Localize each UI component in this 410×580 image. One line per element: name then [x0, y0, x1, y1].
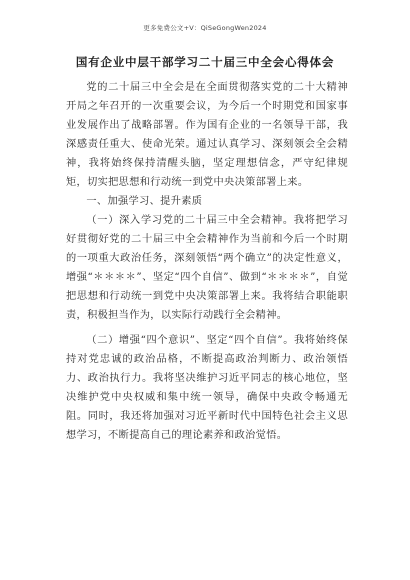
- body-paragraph: （一）深入学习党的二十届三中全会精神。我将把学习好贯彻好党的二十届三中全会精神作为当前和今后一个时期的一项重大政治任务，深刻领悟“两个确立”的决定性意义，增强“＊＊＊＊”、坚定“四个自信”、做到“＊＊＊＊”，自觉把思想和行动统一到党中央决策部署上来。我将结合职能职责，积极担当作为，以实际行动践行全会精神。: [66, 215, 348, 321]
- section-heading: 一、加强学习、提升素质: [86, 196, 203, 207]
- document-title: 国有企业中层干部学习二十届三中全会心得体会: [75, 55, 335, 69]
- header-note: 更多免费公文+V：QiSeGongWen2024: [143, 24, 267, 32]
- document-body: [66, 78, 348, 445]
- intro-paragraph: 党的二十届三中全会是在全面贯彻落实党的二十大精神开局之年召开的一次重要会议，为今后一个时期党和国家事业发展作出了战略部署。作为国有企业的一名领导干部，我深感责任重大、使命光荣。通过认真学习、深刻领会全会精神，我将始终保持清醒头脑，坚定理想信念，严守纪律规矩，切实把思想和行动统一到党中央决策部署上来。: [66, 82, 348, 188]
- body-paragraph: （二）增强“四个意识”、坚定“四个自信”。我将始终保持对党忠诚的政治品格，不断提高政治判断力、政治领悟力、政治执行力。我将坚决维护习近平同志的核心地位，坚决维护党中央权威和集中统一领导，确保中央政令畅通无阻。同时，我还将加强对习近平新时代中国特色社会主义思想学习，不断提高自己的理论素养和政治觉悟。: [66, 335, 348, 441]
